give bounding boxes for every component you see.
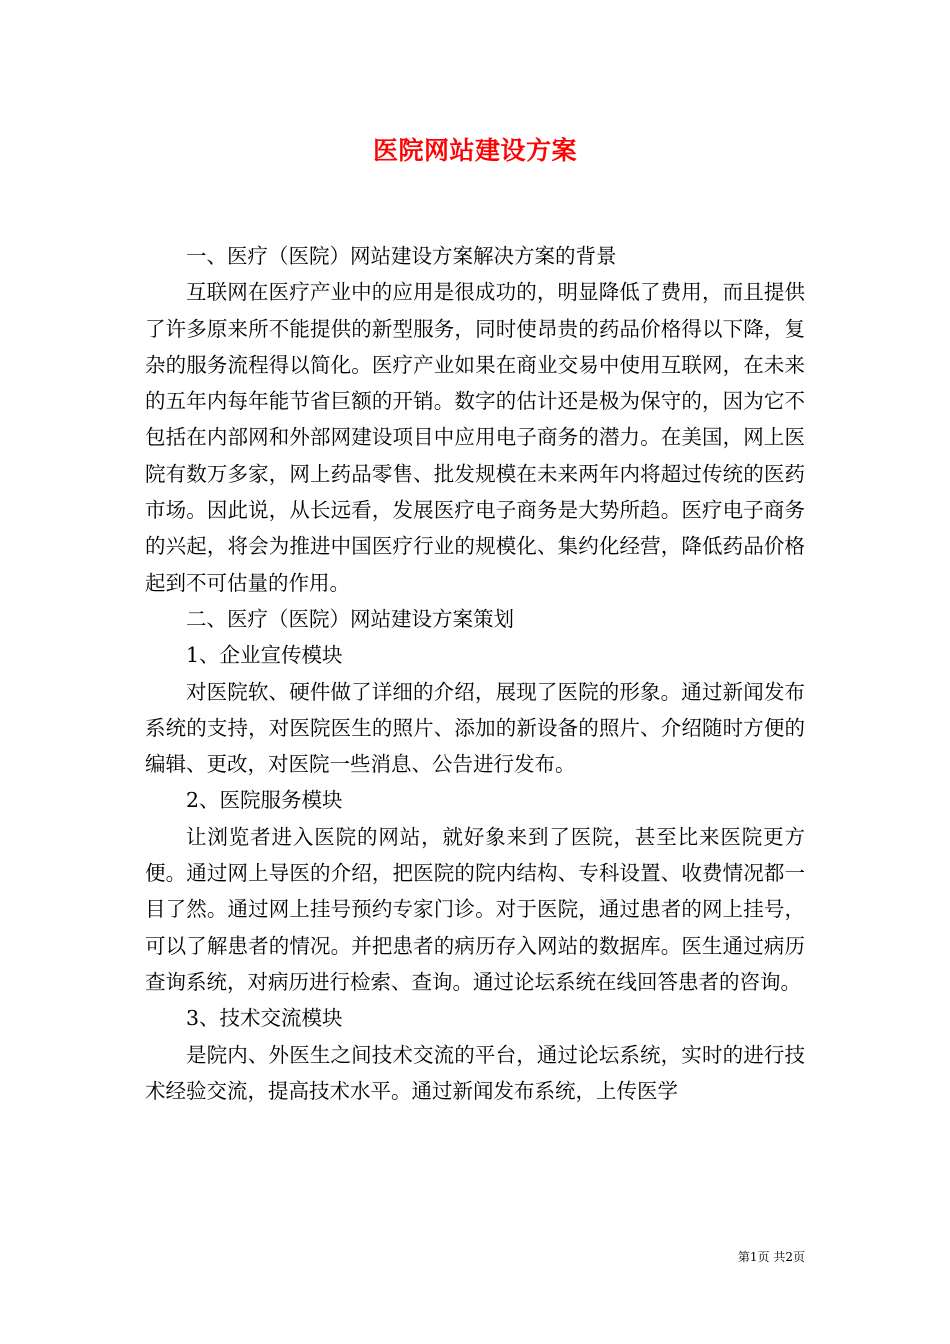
subheading-exchange-module: 3、技术交流模块: [186, 1006, 343, 1031]
section-heading-background: 一、医疗（医院）网站建设方案解决方案的背景: [186, 244, 617, 268]
page-number-footer: 第1页 共2页: [737, 1250, 805, 1264]
paragraph-promotion-module: 对医院软、硬件做了详细的介绍，展现了医院的形象。通过新闻发布系统的支持，对医院医生的照片、添加的新设备的照片、介绍随时方便的编辑、更改，对医院一些消息、公告进行发布。: [145, 679, 805, 777]
subheading-promotion-module: 1、企业宣传模块: [186, 643, 343, 668]
paragraph-exchange-module: 是院内、外医生之间技术交流的平台，通过论坛系统，实时的进行技术经验交流，提高技术水平。通过新闻发布系统，上传医学: [145, 1042, 805, 1103]
paragraph-background: 互联网在医疗产业中的应用是很成功的，明显降低了费用，而且提供了许多原来所不能提供的新型服务，同时使昂贵的药品价格得以下降，复杂的服务流程得以简化。医疗产业如果在商业交易中使用互联网，在未来的五年内每年能节省巨额的开销。数字的估计还是极为保守的，因为它不包括在内部网和外部网建设项目中应用电子商务的潜力。在美国，网上医院有数万多家，网上药品零售、批发规模在未来两年内将超过传统的医药市场。因此说，从长远看，发展医疗电子商务是大势所趋。医疗电子商务的兴起，将会为推进中国医疗行业的规模化、集约化经营，降低药品价格起到不可估量的作用。: [145, 280, 805, 595]
document-body: [145, 238, 805, 1109]
document-title: 医院网站建设方案: [372, 136, 577, 165]
section-heading-planning: 二、医疗（医院）网站建设方案策划: [186, 606, 514, 631]
paragraph-service-module: 让浏览者进入医院的网站，就好象来到了医院，甚至比来医院更方便。通过网上导医的介绍，把医院的院内结构、专科设置、收费情况都一目了然。通过网上挂号预约专家门诊。对于医院，通过患者的网上挂号，可以了解患者的情况。并把患者的病历存入网站的数据库。医生通过病历查询系统，对病历进行检索、查询。通过论坛系统在线回答患者的咨询。: [145, 824, 805, 994]
subheading-service-module: 2、医院服务模块: [186, 788, 343, 813]
